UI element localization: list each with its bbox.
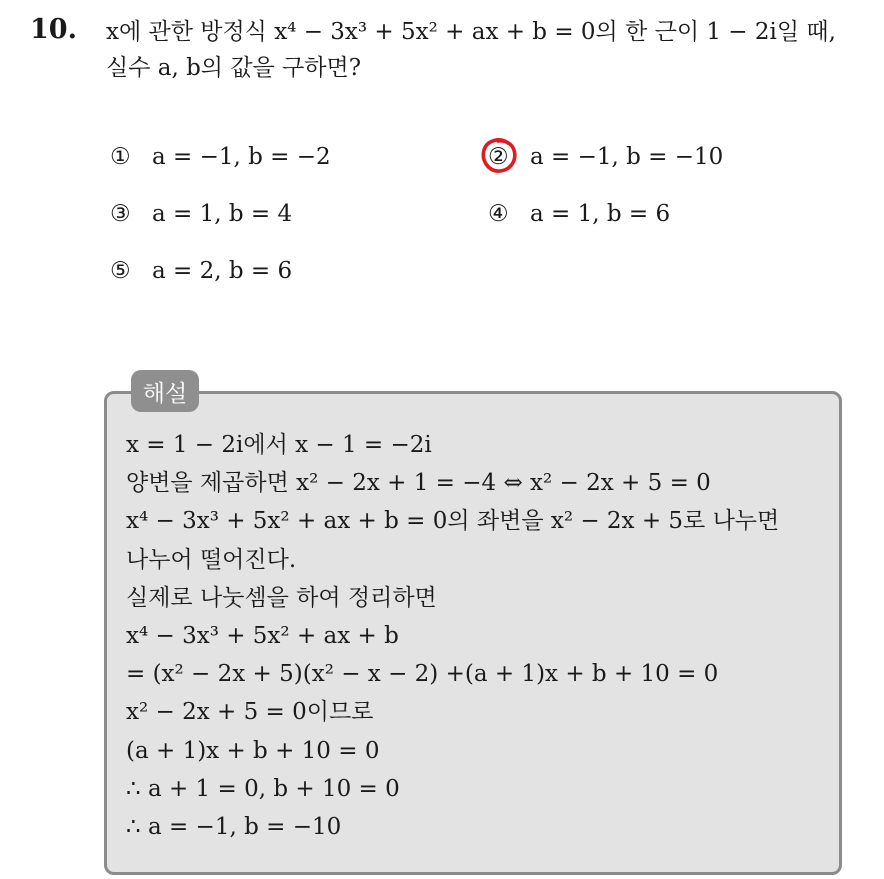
choice-3-number: ③ [110, 201, 131, 227]
choice-5-number: ⑤ [110, 258, 131, 284]
choice-4-number: ④ [488, 201, 509, 227]
choice-2-number-label: ② [488, 144, 509, 170]
solution-line: 양변을 제곱하면 x² − 2x + 1 = −4 ⇔ x² − 2x + 5 = 0 [126, 470, 711, 497]
choice-2-number [488, 144, 522, 170]
choice-3[interactable] [110, 201, 292, 227]
solution-line: x² − 2x + 5 = 0이므로 [126, 699, 374, 726]
solution-line: x⁴ − 3x³ + 5x² + ax + b = 0의 좌변을 x² − 2x + 5로 나누면 [126, 508, 780, 535]
question-line-2: 실수 a, b의 값을 구하면? [106, 55, 362, 81]
choice-4-text: a = 1, b = 6 [530, 201, 671, 227]
choice-5[interactable] [110, 258, 292, 284]
solution-line: 실제로 나눗셈을 하여 정리하면 [126, 584, 437, 611]
choice-1-number: ① [110, 144, 131, 170]
choice-3-text: a = 1, b = 4 [152, 201, 293, 227]
choice-5-text: a = 2, b = 6 [152, 258, 293, 284]
solution-tag: 해설 [131, 370, 199, 412]
choice-4[interactable] [488, 201, 670, 227]
solution-line: x = 1 − 2i에서 x − 1 = −2i [126, 432, 432, 458]
solution-line: x⁴ − 3x³ + 5x² + ax + b [126, 623, 399, 650]
answer-circle-mark [480, 136, 520, 176]
solution-body [126, 426, 826, 846]
solution-line: ∴ a + 1 = 0, b + 10 = 0 [126, 775, 400, 802]
solution-line: 나누어 떨어진다. [126, 546, 297, 573]
choice-2[interactable] [488, 144, 723, 170]
choice-1-text: a = −1, b = −2 [152, 144, 331, 170]
solution-line: = (x² − 2x + 5)(x² − x − 2) +(a + 1)x + b + 10 = 0 [126, 661, 719, 688]
question-text [106, 14, 876, 86]
solution-line: (a + 1)x + b + 10 = 0 [126, 737, 380, 764]
question-number: 10. [30, 14, 77, 45]
solution-line: ∴ a = −1, b = −10 [126, 814, 342, 841]
choice-1[interactable] [110, 144, 331, 170]
question-line-1: x에 관한 방정식 x⁴ − 3x³ + 5x² + ax + b = 0의 한 근이 1 − 2i일 때, [106, 19, 836, 45]
choice-2-text: a = −1, b = −10 [530, 144, 724, 170]
